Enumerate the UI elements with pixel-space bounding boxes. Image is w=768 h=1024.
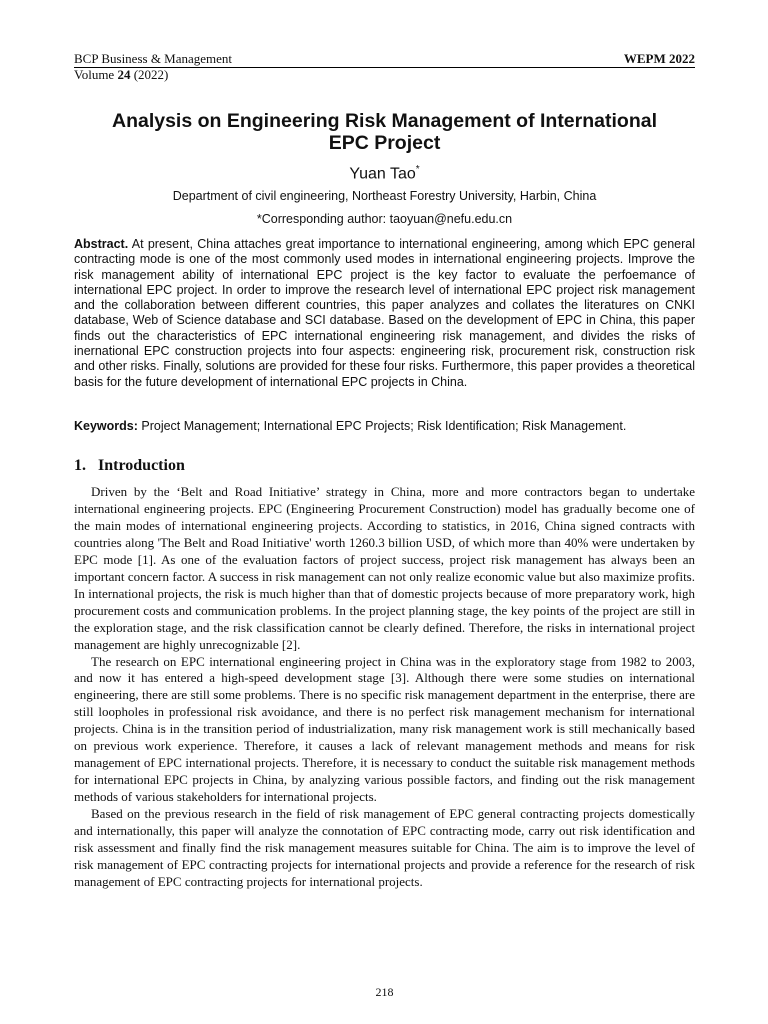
volume-prefix: Volume	[74, 67, 118, 82]
keywords-text: Project Management; International EPC Projects; Risk Identification; Risk Management.	[137, 419, 627, 433]
paragraph: The research on EPC international engineering project in China was in the exploratory stage from 1982 to 2003, and now it has entered a high-speed development stage [3]. Although there were some studies on international engineering, there are still some problems. There is no specific risk management department in the enterprise, there are still loopholes in professional risk avoidance, and there is no perfect risk management mechanism for international projects. China is in the transition period of industrialization, many risk management work is still mechanically based on previous work experience. Therefore, it causes a lack of relevant management methods and means for risk management of EPC international projects. Therefore, it is necessary to conduct the suitable risk management methods for international EPC projects in China, by analyzing various possible factors, and finding out the risk management methods of various stakeholders for international projects.	[74, 653, 695, 805]
keywords	[74, 418, 695, 434]
abstract	[74, 237, 695, 390]
volume-year: (2022)	[130, 67, 169, 82]
section-body	[74, 484, 695, 891]
volume-info	[74, 67, 695, 83]
conference-name: WEPM 2022	[623, 51, 695, 66]
corresponding-author: *Corresponding author: taoyuan@nefu.edu.cn	[256, 212, 513, 226]
corresponding-mark: *	[415, 164, 420, 175]
header-divider	[74, 67, 695, 68]
paper-page	[74, 0, 695, 1024]
section-heading	[74, 456, 695, 476]
volume-number: 24	[117, 67, 131, 82]
section-title: Introduction	[98, 457, 185, 474]
abstract-label: Abstract.	[74, 237, 129, 251]
title-line-1: Analysis on Engineering Risk Management of International	[111, 110, 657, 132]
keywords-label: Keywords:	[74, 419, 138, 433]
affiliation: Department of civil engineering, Northeast Forestry University, Harbin, China	[172, 189, 597, 203]
author-name: Yuan Tao	[349, 165, 416, 183]
abstract-text: At present, China attaches great importance to international engineering, among which EPC general contracting mode is one of the most commonly used modes in international engineering projects. Improve the risk management ability of international EPC project is the key factor to evaluate the perfoemance of international EPC project. In order to improve the research level of international EPC project risk management and the collaboration between different countries, this paper analyzes and collates the literatures on CNKI database, Web of Science database and SCI database. Based on the development of EPC in China, this paper finds out the characteristics of EPC international engineering risk management, and divides the risks of inernational EPC construction projects into four aspects: engineering risk, procurement risk, construction risk and other risks. Finally, solutions are provided for these four risks. Furthermore, this paper provides a theoretical basis for the future development of international EPC projects in China.	[74, 237, 695, 389]
paper-title	[74, 110, 695, 154]
section-number: 1.	[74, 457, 86, 474]
author	[74, 160, 695, 184]
title-line-2: EPC Project	[328, 132, 441, 154]
journal-name: BCP Business & Management	[74, 51, 233, 66]
paragraph: Based on the previous research in the field of risk management of EPC general contracting projects domestically and internationally, this paper will analyze the connotation of EPC contracting mode, carry out risk identification and risk assessment and finally find the risk management measures suitable for China. The aim is to improve the level of risk management of EPC contracting projects for international projects and provide a reference for the research of risk management of EPC contracting projects for international projects.	[74, 806, 695, 889]
paragraph: Driven by the ‘Belt and Road Initiative’ strategy in China, more and more contractors began to undertake international engineering projects. EPC (Engineering Procurement Construction) model has gradually become one of the main modes of international engineering projects. According to statistics, in 2016, China signed contracts with countries along 'The Belt and Road Initiative' worth 1260.3 billion USD, of which more than 40% were undertaken by EPC mode [1]. As one of the evaluation factors of project success, project risk management has always been an important concern factor. A success in risk management can not only realize economic value but also maximize profits. In international projects, the risk is much higher than that of domestic projects because of more preparatory work, high procurement costs and communication problems. In the project planning stage, the key points of the project are still in the exploration stage, and the risk classification cannot be clearly defined. Therefore, the risks in international project management are highly unrecognizable [2].	[74, 484, 695, 652]
page-number: 218	[375, 985, 394, 999]
